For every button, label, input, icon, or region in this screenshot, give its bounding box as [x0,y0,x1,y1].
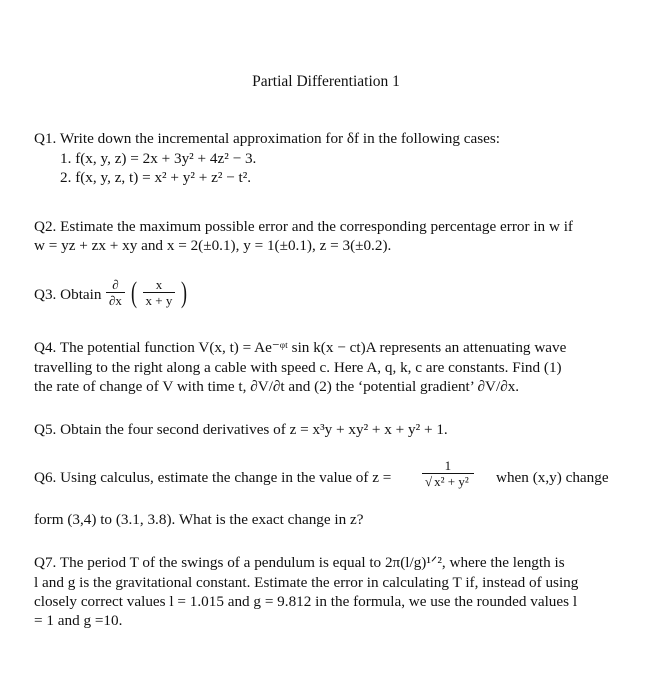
q4-line-1: Q4. The potential function V(x, t) = Ae⁻ᵠᵗ sin k(x − ct)A represents an attenuating wave [34,339,567,356]
q7-line-3: closely correct values l = 1.015 and g = 9.812 in the formula, we use the rounded values l [34,593,578,610]
q4-line-3: the rate of change of V with time t, ∂V/∂t and (2) the ‘potential gradient’ ∂V/∂x. [34,378,520,395]
q7-line-4: = 1 and g =10. [34,612,123,629]
q6-lead: Q6. Using calculus, estimate the change in the value of z = [34,469,392,486]
q5-text: Q5. Obtain the four second derivatives of z = x³y + xy² + x + y² + 1. [34,421,448,438]
q7-line-1: Q7. The period T of the swings of a pendulum is equal to 2π(l/g)¹ᐟ², where the length is [34,554,565,571]
q1-text: Q1. Write down the incremental approximation for δf in the following cases: [34,130,500,147]
q6-tail: when (x,y) change [496,469,609,486]
page-title: Partial Differentiation 1 [252,73,400,90]
q1-case-2: 2. f(x, y, z, t) = x² + y² + z² − t². [60,169,252,186]
q7-line-2: l and g is the gravitational constant. Estimate the error in calculating T if, instead of using [34,574,579,591]
q3-label: Q3. Obtain [34,286,102,303]
q2-line-1: Q2. Estimate the maximum possible error and the corresponding percentage error in w if [34,218,573,235]
q4-line-2: travelling to the right along a cable with speed c. Here A, q, k, c are constants. Find (1) [34,359,562,376]
q2-line-2: w = yz + zx + xy and x = 2(±0.1), y = 1(±0.1), z = 3(±0.2). [34,237,392,254]
q1-case-1: 1. f(x, y, z) = 2x + 3y² + 4z² − 3. [60,150,257,167]
partial-operator: $\frac{\partial}{\partial x}$ [106,277,125,308]
q3-fraction: $\frac{x}{x + y}$ [143,277,176,308]
q6-line-2: form (3,4) to (3.1, 3.8). What is the exact change in z? [34,511,364,528]
q6-fraction: $\frac{1}{\text{√ x² + y²}}$ [422,458,474,489]
q3-expression: $\frac{\partial}{\partial x}$ ( $\frac{x}{x + y}$ ) [106,277,189,308]
